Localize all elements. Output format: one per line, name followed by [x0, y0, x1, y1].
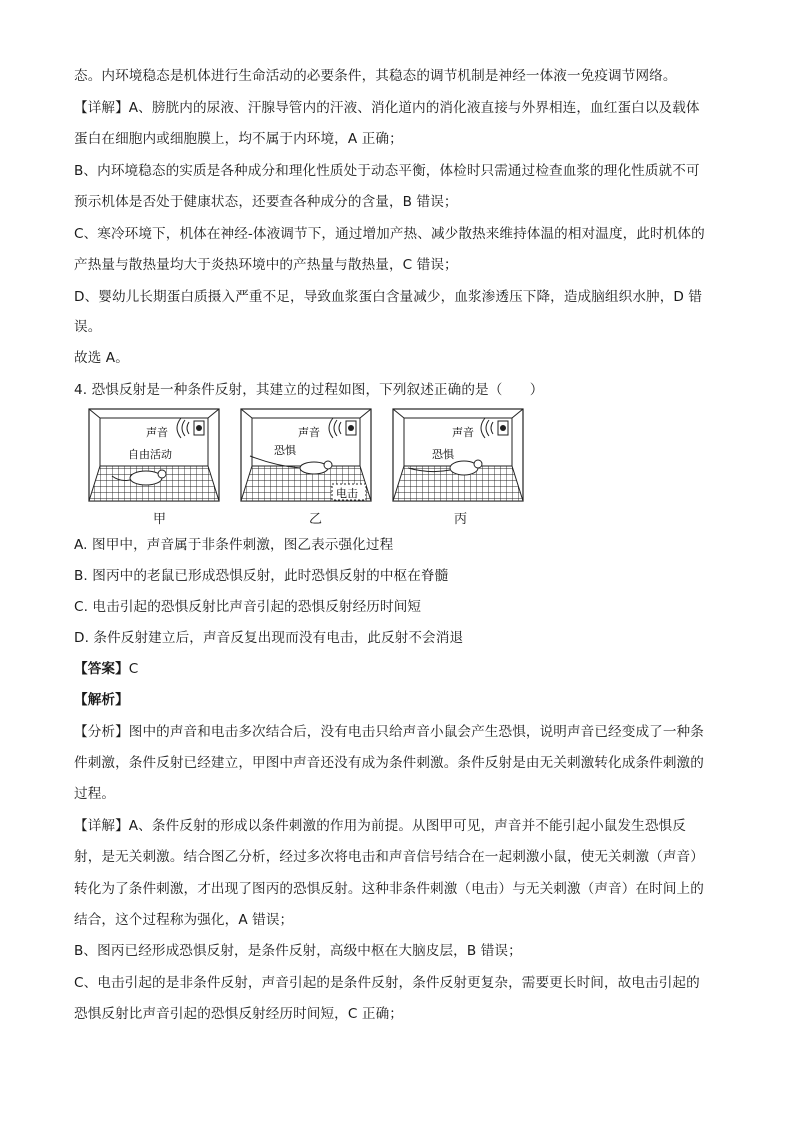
figure-caption: 乙 [309, 512, 323, 527]
text-line: C、寒冷环境下，机体在神经-体液调节下，通过增加产热、减少散热来维持体温的相对温度，此时机体的 [74, 226, 705, 242]
rat-label: 恐惧 [432, 448, 454, 461]
text-line: C、电击引起的是非条件反射，声音引起的是条件反射，条件反射更复杂，需要更长时间，故电击引起的 [74, 975, 700, 991]
answer-line [74, 659, 724, 679]
answer-value: C [128, 661, 139, 677]
text-line: 【详解】A、条件反射的形成以条件刺激的作用为前提。从图甲可见，声音并不能引起小鼠发生恐惧反 [74, 818, 686, 834]
text-line: 结合，这个过程称为强化，A 错误； [74, 912, 294, 928]
text-line: 误。 [74, 319, 102, 335]
text-line: 射，是无关刺激。结合图乙分析，经过多次将电击和声音信号结合在一起刺激小鼠，使无关刺激（声音） [74, 849, 704, 865]
question-stem: 4. 恐惧反射是一种条件反射，其建立的过程如图，下列叙述正确的是（ ） [74, 382, 544, 398]
option-a: A. 图甲中，声音属于非条件刺激，图乙表示强化过程 [74, 537, 394, 553]
figure-caption: 丙 [454, 512, 468, 527]
panel-bing [393, 409, 523, 501]
option-d: D. 条件反射建立后，声音反复出现而没有电击，此反射不会消退 [74, 630, 464, 646]
option-c: C. 电击引起的恐惧反射比声音引起的恐惧反射经历时间短 [74, 599, 422, 615]
panel-yi [241, 409, 371, 501]
answer-label: 【答案】 [74, 661, 129, 677]
text-line: 转化为了条件刺激，才出现了图丙的恐惧反射。这种非条件刺激（电击）与无关刺激（声音）在时间上的 [74, 881, 704, 897]
option-b: B. 图丙中的老鼠已形成恐惧反射，此时恐惧反射的中枢在脊髓 [74, 568, 449, 584]
text-line: 【分析】图中的声音和电击多次结合后，没有电击只给声音小鼠会产生恐惧，说明声音已经变成了一种条 [74, 724, 704, 740]
analysis-label: 【解析】 [74, 692, 129, 708]
text-line: B、内环境稳态的实质是各种成分和理化性质处于动态平衡，体检时只需通过检查血浆的理化性质就不可 [74, 163, 700, 179]
text-line: B、图丙已经形成恐惧反射，是条件反射，高级中枢在大脑皮层，B 错误； [74, 943, 522, 959]
sound-label: 声音 [146, 426, 168, 439]
text-line: 产热量与散热量均大于炎热环境中的产热量与散热量，C 错误； [74, 257, 458, 273]
sound-label: 声音 [298, 426, 320, 439]
text-line: 预示机体是否处于健康状态，还要查各种成分的含量，B 错误； [74, 194, 458, 210]
rat-label: 恐惧 [274, 444, 296, 457]
sound-label: 声音 [452, 426, 474, 439]
text-line: 件刺激，条件反射已经建立，甲图中声音还没有成为条件刺激。条件反射是由无关刺激转化成条件刺激的 [74, 755, 704, 771]
text-line: 恐惧反射比声音引起的恐惧反射经历时间短，C 正确； [74, 1006, 403, 1022]
text-line: 【详解】A、膀胱内的尿液、汗腺导管内的汗液、消化道内的消化液直接与外界相连，血红蛋白以及载体 [74, 100, 700, 116]
panel-jia [89, 409, 219, 501]
rat-label: 自由活动 [128, 448, 172, 461]
text-line: 态。内环境稳态是机体进行生命活动的必要条件，其稳态的调节机制是神经一体液一免疫调节网络。 [74, 68, 677, 84]
shock-label: 电击 [336, 487, 358, 500]
text-line: 过程。 [74, 786, 116, 802]
text-line: 故选 A。 [74, 350, 129, 366]
figure-caption: 甲 [153, 512, 167, 527]
text-line: 蛋白在细胞内或细胞膜上，均不属于内环境，A 正确； [74, 131, 403, 147]
text-line: D、婴幼儿长期蛋白质摄入严重不足，导致血浆蛋白含量减少，血浆渗透压下降，造成脑组织水肿，D 错 [74, 289, 703, 305]
